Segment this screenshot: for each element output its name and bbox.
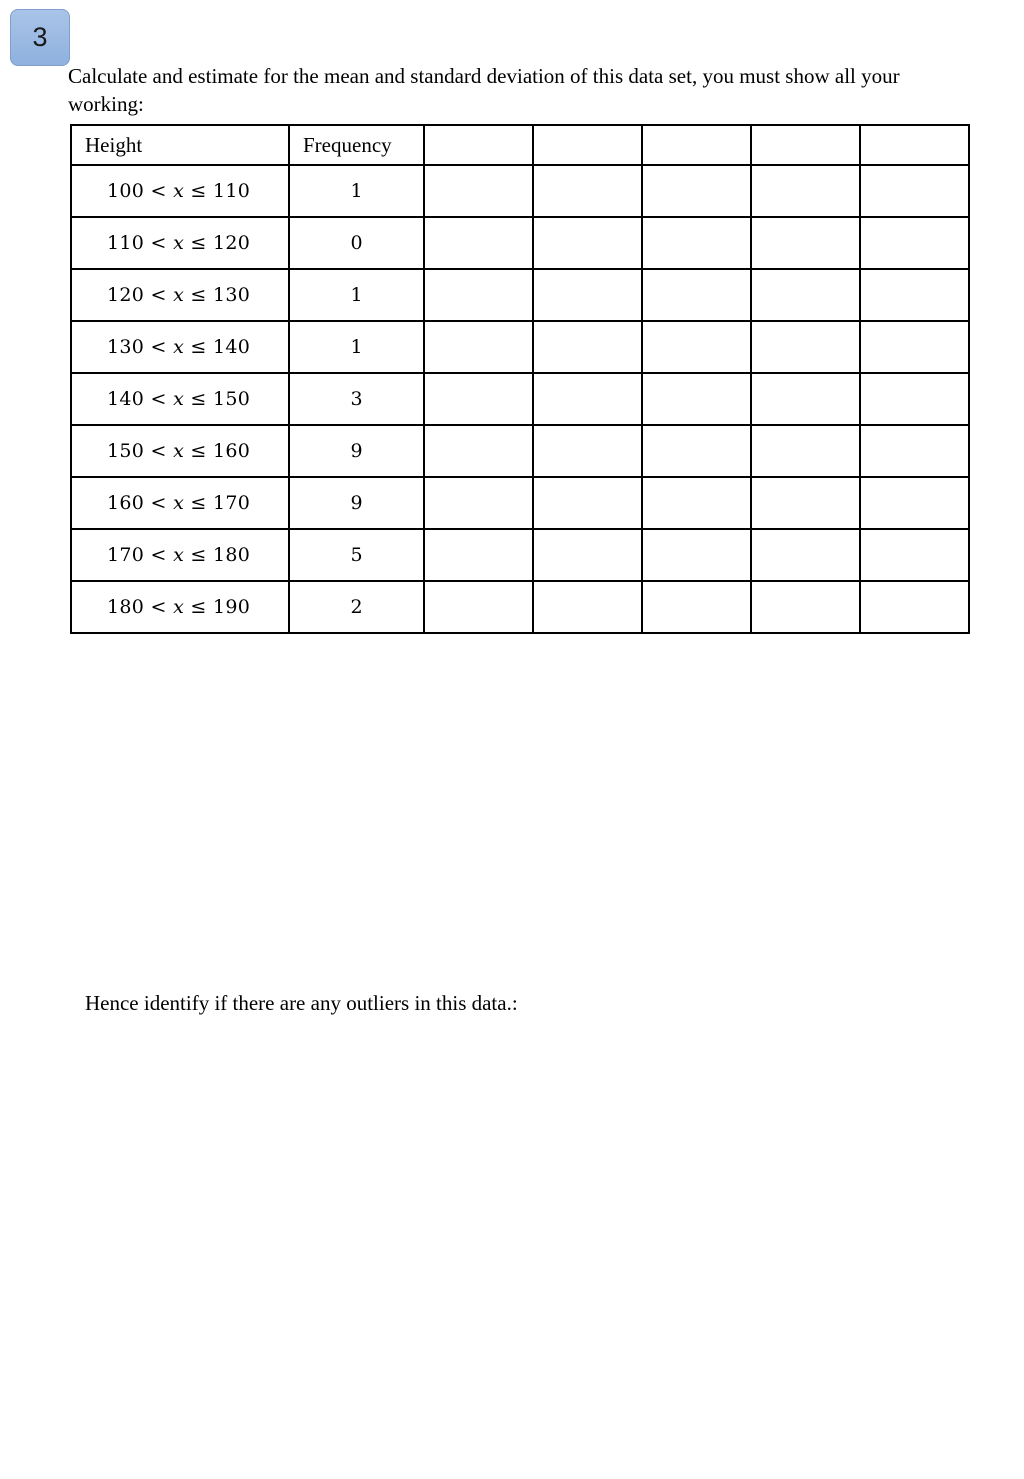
question-number: 3 (32, 22, 48, 52)
height-interval-cell: 140 < 𝑥 ≤ 150 (71, 373, 289, 425)
table-row (71, 581, 969, 633)
table-row (71, 425, 969, 477)
height-interval-cell: 160 < 𝑥 ≤ 170 (71, 477, 289, 529)
working-cell[interactable] (751, 477, 860, 529)
height-interval-cell: 180 < 𝑥 ≤ 190 (71, 581, 289, 633)
working-cell[interactable] (533, 217, 642, 269)
table-row (71, 529, 969, 581)
header-working-column[interactable] (860, 125, 969, 165)
working-cell[interactable] (751, 529, 860, 581)
working-cell[interactable] (751, 321, 860, 373)
header-height: Height (71, 125, 289, 165)
height-interval-cell: 150 < 𝑥 ≤ 160 (71, 425, 289, 477)
working-cell[interactable] (533, 581, 642, 633)
frequency-cell: 9 (289, 425, 424, 477)
frequency-cell: 1 (289, 321, 424, 373)
working-cell[interactable] (424, 581, 533, 633)
working-cell[interactable] (533, 269, 642, 321)
frequency-cell: 1 (289, 165, 424, 217)
frequency-cell: 1 (289, 269, 424, 321)
working-cell[interactable] (533, 373, 642, 425)
working-cell[interactable] (533, 477, 642, 529)
frequency-cell: 0 (289, 217, 424, 269)
height-interval-cell: 110 < 𝑥 ≤ 120 (71, 217, 289, 269)
table-row (71, 477, 969, 529)
instruction-text: Calculate and estimate for the mean and standard deviation of this data set, you must show all your working: (68, 64, 900, 116)
table-row (71, 321, 969, 373)
frequency-cell: 5 (289, 529, 424, 581)
working-cell[interactable] (642, 529, 751, 581)
working-cell[interactable] (424, 165, 533, 217)
working-cell[interactable] (642, 425, 751, 477)
header-working-column[interactable] (424, 125, 533, 165)
working-cell[interactable] (424, 425, 533, 477)
working-cell[interactable] (533, 321, 642, 373)
working-cell[interactable] (751, 217, 860, 269)
working-cell[interactable] (642, 165, 751, 217)
frequency-cell: 3 (289, 373, 424, 425)
working-cell[interactable] (860, 321, 969, 373)
working-cell[interactable] (751, 581, 860, 633)
working-cell[interactable] (751, 269, 860, 321)
table-row (71, 269, 969, 321)
working-cell[interactable] (424, 529, 533, 581)
working-cell[interactable] (533, 425, 642, 477)
working-cell[interactable] (860, 477, 969, 529)
working-cell[interactable] (642, 217, 751, 269)
working-cell[interactable] (424, 373, 533, 425)
working-cell[interactable] (860, 217, 969, 269)
table-row (71, 165, 969, 217)
working-cell[interactable] (642, 581, 751, 633)
question-number-badge (10, 9, 70, 66)
frequency-cell: 9 (289, 477, 424, 529)
height-interval-cell: 120 < 𝑥 ≤ 130 (71, 269, 289, 321)
working-cell[interactable] (642, 477, 751, 529)
table-row (71, 217, 969, 269)
working-cell[interactable] (860, 373, 969, 425)
working-cell[interactable] (751, 425, 860, 477)
working-cell[interactable] (642, 321, 751, 373)
working-cell[interactable] (424, 269, 533, 321)
header-frequency: Frequency (289, 125, 424, 165)
frequency-cell: 2 (289, 581, 424, 633)
working-cell[interactable] (642, 269, 751, 321)
working-cell[interactable] (860, 425, 969, 477)
table-header-row (71, 125, 969, 165)
working-cell[interactable] (751, 373, 860, 425)
working-cell[interactable] (860, 581, 969, 633)
header-working-column[interactable] (751, 125, 860, 165)
frequency-table (70, 124, 970, 634)
working-cell[interactable] (424, 477, 533, 529)
height-interval-cell: 170 < 𝑥 ≤ 180 (71, 529, 289, 581)
working-cell[interactable] (860, 529, 969, 581)
header-working-column[interactable] (642, 125, 751, 165)
height-interval-cell: 130 < 𝑥 ≤ 140 (71, 321, 289, 373)
working-cell[interactable] (533, 165, 642, 217)
table-row (71, 373, 969, 425)
working-cell[interactable] (424, 321, 533, 373)
working-cell[interactable] (424, 217, 533, 269)
working-cell[interactable] (860, 165, 969, 217)
working-cell[interactable] (642, 373, 751, 425)
working-cell[interactable] (751, 165, 860, 217)
working-cell[interactable] (860, 269, 969, 321)
height-interval-cell: 100 < 𝑥 ≤ 110 (71, 165, 289, 217)
header-working-column[interactable] (533, 125, 642, 165)
outliers-question: Hence identify if there are any outliers in this data.: (85, 991, 518, 1015)
working-cell[interactable] (533, 529, 642, 581)
